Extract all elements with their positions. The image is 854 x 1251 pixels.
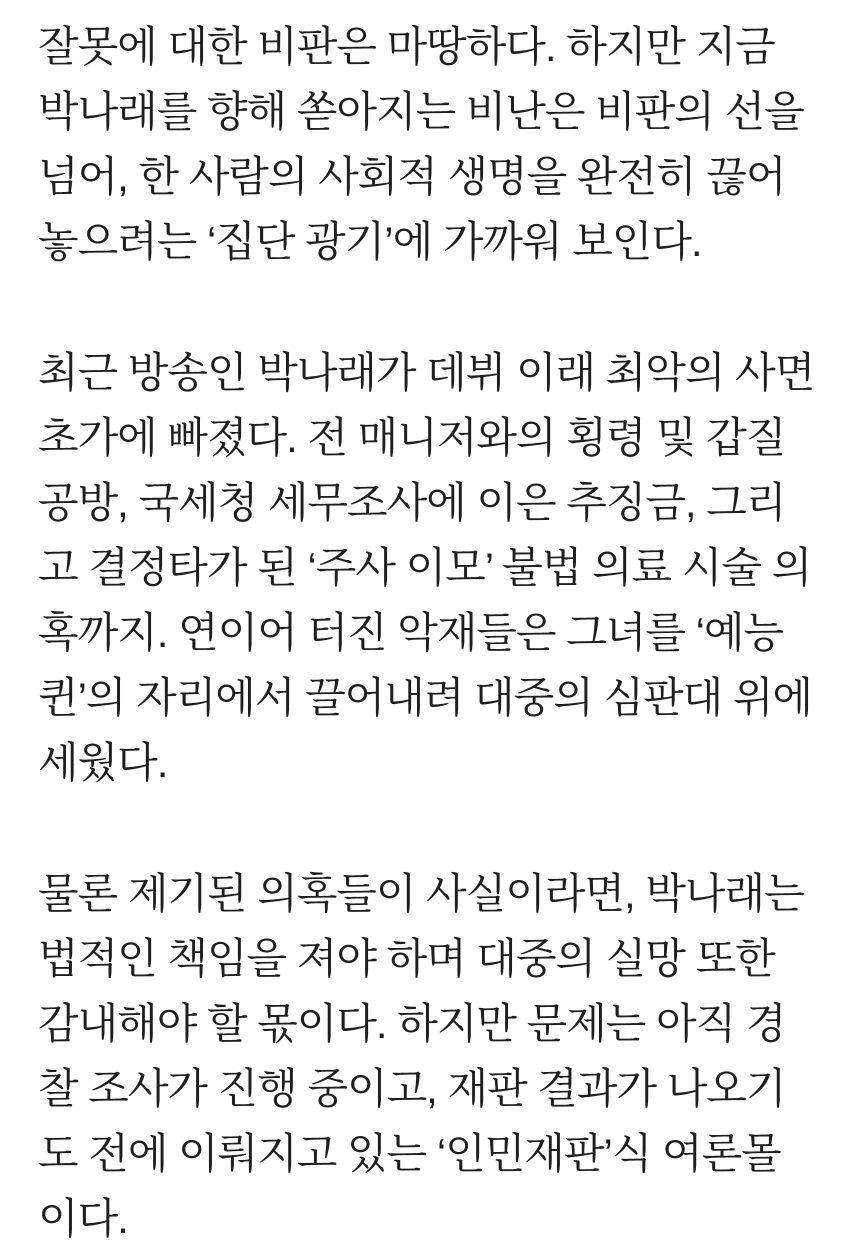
article-paragraph-1: 잘못에 대한 비판은 마땅하다. 하지만 지금 박나래를 향해 쏟아지는 비난은 비판의 선을 넘어, 한 사람의 사회적 생명을 완전히 끊어놓으려는 ‘집단 광기’에 가까워 보인다. (38, 23, 804, 265)
article-paragraph-2: 최근 방송인 박나래가 데뷔 이래 최악의 사면초가에 빠졌다. 전 매니저와의 횡령 및 갑질 공방, 국세청 세무조사에 이은 추징금, 그리고 결정타가 된 ‘주사 이모’ 불법 의료 시술 의혹까지. 연이어 터진 악재들은 그녀를 ‘예능 퀸’의 자리에서 끌어내려 대중의 심판대 위에 세웠다. (38, 349, 815, 786)
article-paragraph-3: 물론 제기된 의혹들이 사실이라면, 박나래는 법적인 책임을 져야 하며 대중의 실망 또한 감내해야 할 몫이다. 하지만 문제는 아직 경찰 조사가 진행 중이고, 재판 결과가 나오기도 전에 이뤄지고 있는 ‘인민재판’식 여론몰이다. (38, 870, 804, 1242)
